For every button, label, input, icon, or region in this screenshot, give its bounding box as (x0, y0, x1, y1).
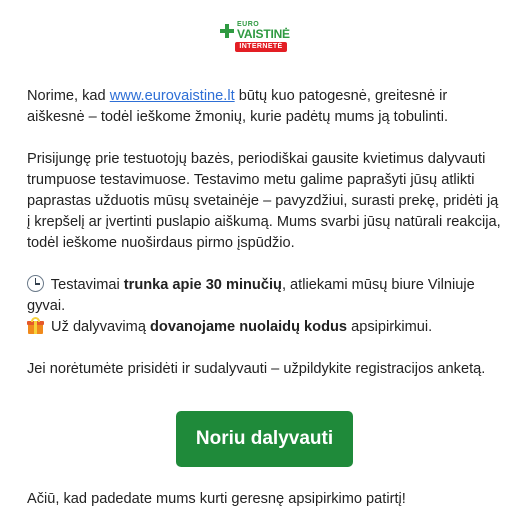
duration-prefix: Testavimai (47, 277, 124, 293)
reward-prefix: Už dalyvavimą (47, 319, 150, 335)
website-link[interactable]: www.eurovaistine.lt (109, 88, 235, 104)
logo-badge: INTERNETĖ (235, 42, 287, 52)
reward-bold: dovanojame nuolaidų kodus (150, 319, 348, 335)
clock-icon (27, 275, 44, 292)
description-paragraph: Prisijungę prie testuotojų bazės, periodiškai gausite kvietimus dalyvauti trumpuose testavimuose. Testavimo metu galime paprašyti jūsų atlikti paprastas užduotis mūsų svetainėje – pavyzdžiui, surasti prekę, pridėti ją į krepšelį ar įvertinti puslapio aiškumą. Mums svarbi jūsų natūrali reakcija, todėl ieškome nuoširdaus pirmo įspūdžio. (27, 151, 501, 251)
green-cross-icon (220, 24, 234, 38)
eurovaistine-logo (220, 20, 302, 54)
intro-after-link: būtų kuo patogesnė, greitesnė ir aiškesnė – todėl ieškome žmonių, kurie padėtų mums ją tobulinti. (27, 88, 449, 125)
logo-brand-text: VAISTINĖ (237, 27, 290, 41)
cta-paragraph: Jei norėtumėte prisidėti ir sudalyvauti – užpildykite registracijos anketą. (27, 361, 486, 377)
participate-button[interactable]: Noriu dalyvauti (176, 411, 353, 467)
duration-bold: trunka apie 30 minučių (123, 277, 282, 293)
duration-suffix: , atliekami mūsų biure Vilniuje gyvai. (27, 277, 475, 314)
details-paragraph (27, 275, 505, 338)
logo-euro-text: EURO (237, 21, 260, 28)
intro-paragraph (27, 86, 505, 128)
reward-suffix: apsipirkimui. (347, 319, 433, 335)
intro-before-link: Norime, kad (27, 88, 110, 104)
gift-icon (27, 317, 44, 334)
email-body (27, 86, 505, 380)
footer-text: Ačiū, kad padedate mums kurti geresnę apsipirkimo patirtį! (27, 491, 406, 507)
